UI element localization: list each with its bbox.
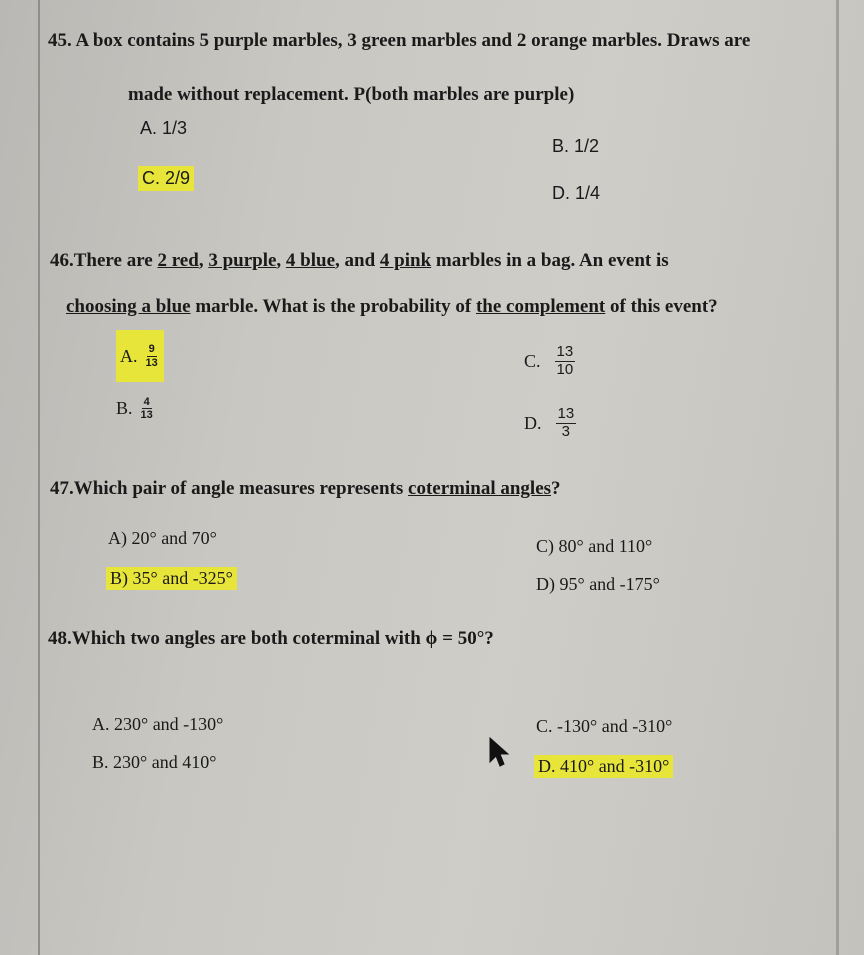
q46-choosing-blue: choosing a blue — [66, 296, 191, 317]
q46-end: of this event? — [605, 296, 718, 317]
q47-qmark: ? — [551, 478, 561, 499]
q46-sep: , and — [335, 250, 380, 271]
q45-option-d: D. 1/4 — [552, 183, 601, 203]
q46-option-b — [116, 396, 155, 421]
mouse-pointer-icon — [488, 736, 512, 768]
q46-a-fraction — [144, 343, 160, 368]
q46-complement: the complement — [475, 296, 606, 317]
q46-red: 2 red — [157, 250, 199, 271]
q46-stem-line1 — [50, 250, 669, 272]
q48-option-d-highlighted: D. 410° and -310° — [534, 755, 673, 778]
q47-coterminal: coterminal angles — [408, 478, 552, 499]
q45-option-c-highlighted: C. 2/9 — [138, 166, 194, 191]
q46-stem-line2 — [66, 296, 718, 318]
q46-a-label: A. — [120, 345, 138, 366]
q46-d-num: 13 — [557, 405, 575, 422]
q46-b-label: B. — [116, 398, 133, 419]
q46-b-den: 13 — [140, 409, 153, 422]
q46-d-label: D. — [524, 412, 542, 433]
q47-stem-text: 47.Which pair of angle measures represents — [50, 478, 409, 499]
paper-edge-right — [836, 0, 839, 955]
q46-b-num: 4 — [143, 396, 150, 408]
q46-option-d — [524, 406, 576, 440]
q45-option-a: A. 1/3 — [140, 118, 188, 138]
q46-d-fraction — [556, 406, 577, 440]
paper-edge-left — [38, 0, 40, 955]
q46-d-den: 3 — [561, 422, 571, 440]
q45-stem-line1: 45. A box contains 5 purple marbles, 3 green marbles and 2 orange marbles. Draws are — [48, 30, 751, 51]
q47-option-c: C) 80° and 110° — [536, 536, 653, 556]
q47-option-b-highlighted: B) 35° and -325° — [106, 567, 237, 590]
q48-option-b: B. 230° and 410° — [92, 752, 217, 772]
q46-c-fraction — [555, 344, 576, 378]
q46-a-den: 13 — [145, 356, 158, 369]
q45-stem-line2: made without replacement. P(both marbles are purple) — [128, 84, 575, 105]
q46-a-num: 9 — [148, 343, 155, 356]
q46-c-num: 13 — [556, 343, 574, 360]
q46-blue: 4 blue — [285, 250, 336, 271]
q46-option-c — [524, 344, 575, 378]
q47-option-d: D) 95° and -175° — [536, 574, 660, 594]
q45-option-b: B. 1/2 — [552, 136, 600, 156]
q48-option-a: A. 230° and -130° — [92, 714, 224, 734]
q46-purple: 3 purple — [208, 250, 277, 271]
q46-rest: marbles in a bag. An event is — [431, 250, 669, 271]
q46-b-fraction — [139, 396, 155, 421]
q46-prefix: 46.There are — [50, 250, 158, 271]
q46-option-a-highlighted — [116, 330, 164, 382]
q46-mid: marble. What is the probability of — [190, 296, 476, 317]
q46-sep: , — [276, 250, 286, 271]
q47-option-a: A) 20° and 70° — [108, 528, 217, 548]
q46-c-den: 10 — [556, 360, 574, 378]
q46-pink: 4 pink — [379, 250, 432, 271]
q46-c-label: C. — [524, 350, 541, 371]
q46-sep: , — [198, 250, 209, 271]
q48-option-c: C. -130° and -310° — [536, 716, 673, 736]
q48-stem: 48.Which two angles are both coterminal with ϕ = 50°? — [48, 628, 494, 649]
q47-stem — [50, 478, 561, 500]
